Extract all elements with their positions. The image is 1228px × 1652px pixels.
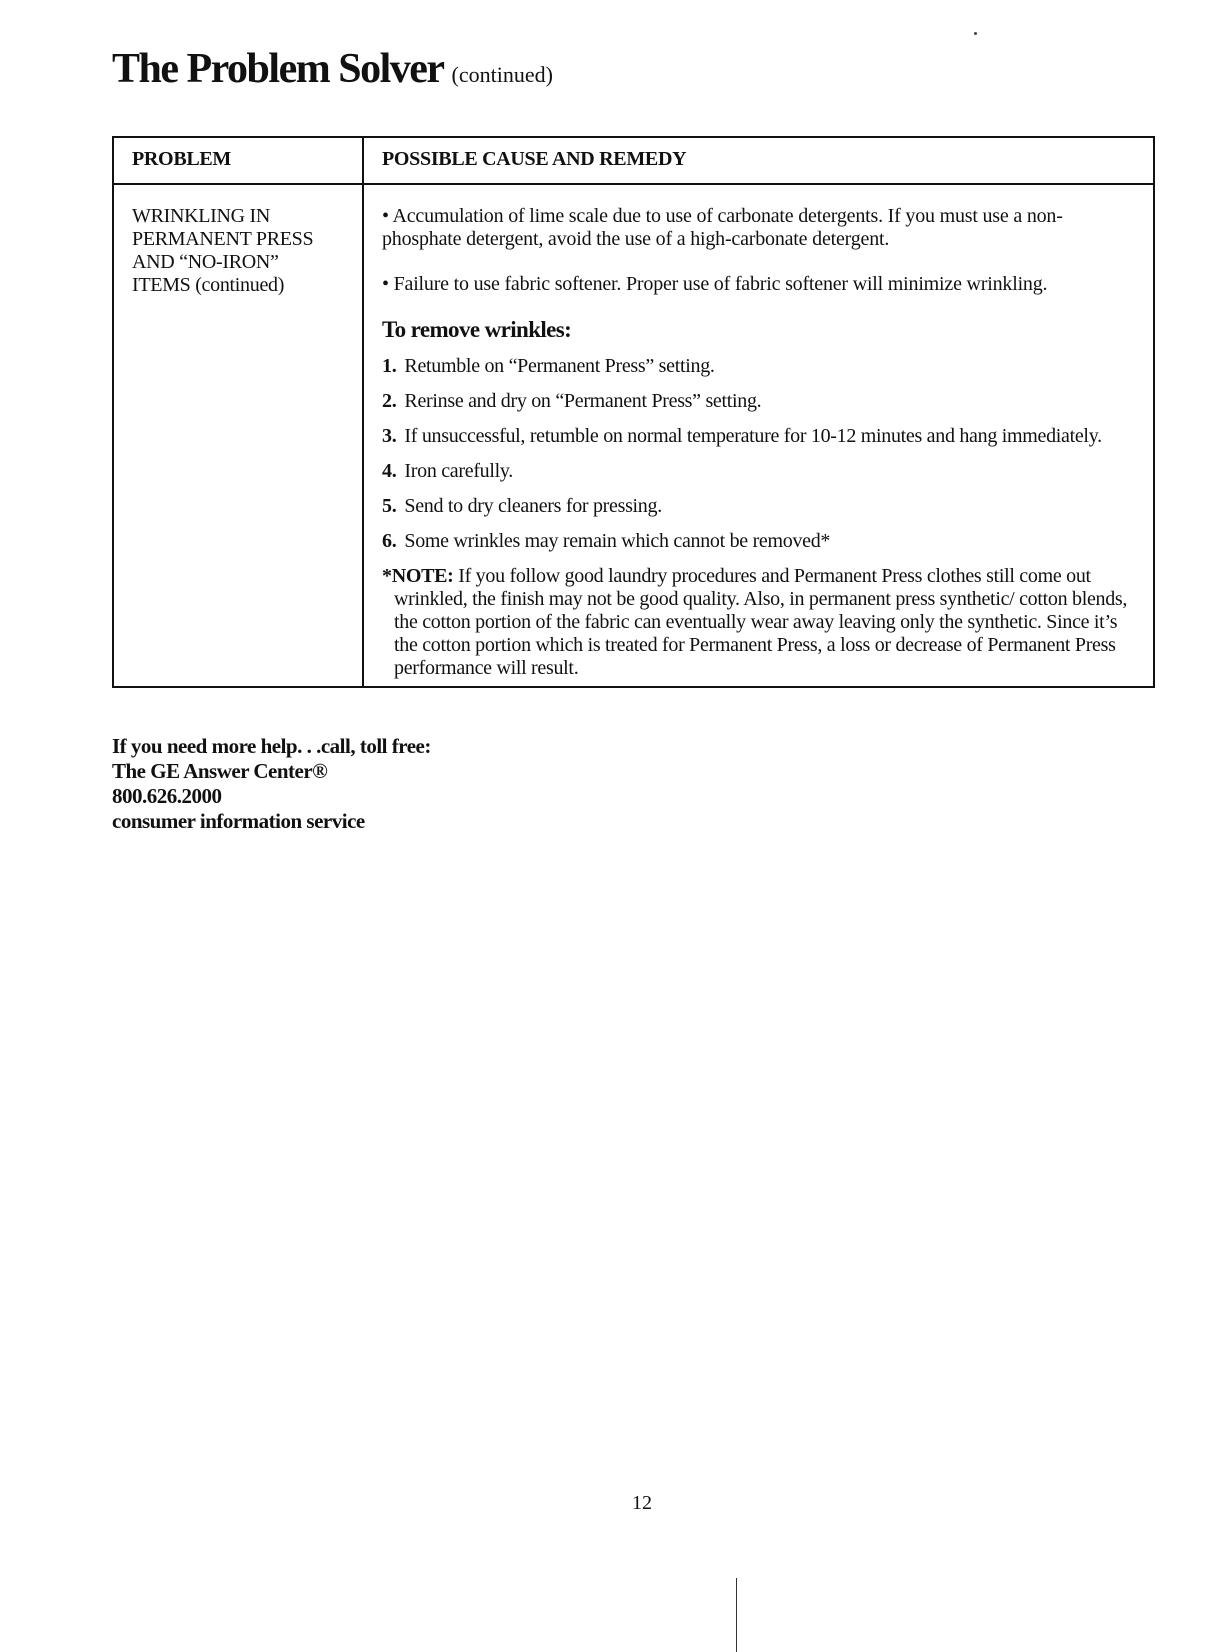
page-title-sub: (continued) (451, 62, 553, 87)
page-title-main: The Problem Solver (112, 46, 444, 92)
remove-wrinkles-steps (382, 355, 1133, 553)
step-number: 6. (382, 530, 397, 552)
scan-speck (974, 32, 977, 35)
step-number: 4. (382, 460, 397, 482)
help-line: If you need more help. . .call, toll free: (112, 734, 431, 758)
header-remedy: POSSIBLE CAUSE AND REMEDY (363, 137, 1154, 184)
list-item (382, 355, 1133, 378)
problem-cell (113, 184, 363, 687)
remedy-cell (363, 184, 1154, 687)
list-item (382, 390, 1133, 413)
step-text: Send to dry cleaners for pressing. (404, 495, 662, 517)
list-item (382, 460, 1133, 483)
problem-line: WRINKLING IN (132, 205, 271, 227)
help-contact-block (112, 734, 431, 834)
help-phone-number: 800.626.2000 (112, 784, 222, 808)
step-text: Iron carefully. (404, 460, 513, 482)
help-service-label: consumer information service (112, 809, 365, 833)
list-item (382, 530, 1133, 553)
step-number: 5. (382, 495, 397, 517)
list-item (382, 425, 1133, 448)
table-row (113, 184, 1154, 687)
help-center-name: The GE Answer Center® (112, 759, 328, 783)
step-text: Rerinse and dry on “Permanent Press” setting. (404, 390, 762, 412)
problem-line: PERMANENT PRESS (132, 228, 314, 250)
step-number: 2. (382, 390, 397, 412)
problem-solver-table (112, 136, 1155, 688)
note-paragraph (382, 565, 1133, 680)
page-number: 12 (632, 1492, 652, 1514)
cause-item: • Accumulation of lime scale due to use of carbonate detergents. If you must use a non-phosphate detergent, avoid the use of a high-carbonate detergent. (382, 205, 1063, 250)
problem-line: ITEMS (continued) (132, 274, 285, 296)
table-header-row (113, 137, 1154, 184)
step-number: 3. (382, 425, 397, 447)
list-item (382, 495, 1133, 518)
note-text: If you follow good laundry procedures and Permanent Press clothes still come out wrinkled, the finish may not be good quality. Also, in permanent press synthetic/ cotton blends, the cotton portion of the fabric can eventually wear away leaving only the synthetic. Since it’s the cotton portion which is treated for Permanent Press, a loss or decrease of Permanent Press performance will result. (394, 565, 1128, 679)
step-text: Some wrinkles may remain which cannot be removed* (404, 530, 831, 552)
step-text: If unsuccessful, retumble on normal temperature for 10-12 minutes and hang immediately. (404, 425, 1102, 447)
problem-line: AND “NO-IRON” (132, 251, 279, 273)
cause-item: • Failure to use fabric softener. Proper use of fabric softener will minimize wrinkling. (382, 273, 1048, 295)
remove-wrinkles-heading: To remove wrinkles: (382, 317, 572, 342)
page-title (112, 48, 553, 90)
header-problem: PROBLEM (113, 137, 363, 184)
scan-margin-line (736, 1578, 737, 1652)
step-number: 1. (382, 355, 397, 377)
step-text: Retumble on “Permanent Press” setting. (404, 355, 715, 377)
note-label: *NOTE: (382, 565, 454, 587)
